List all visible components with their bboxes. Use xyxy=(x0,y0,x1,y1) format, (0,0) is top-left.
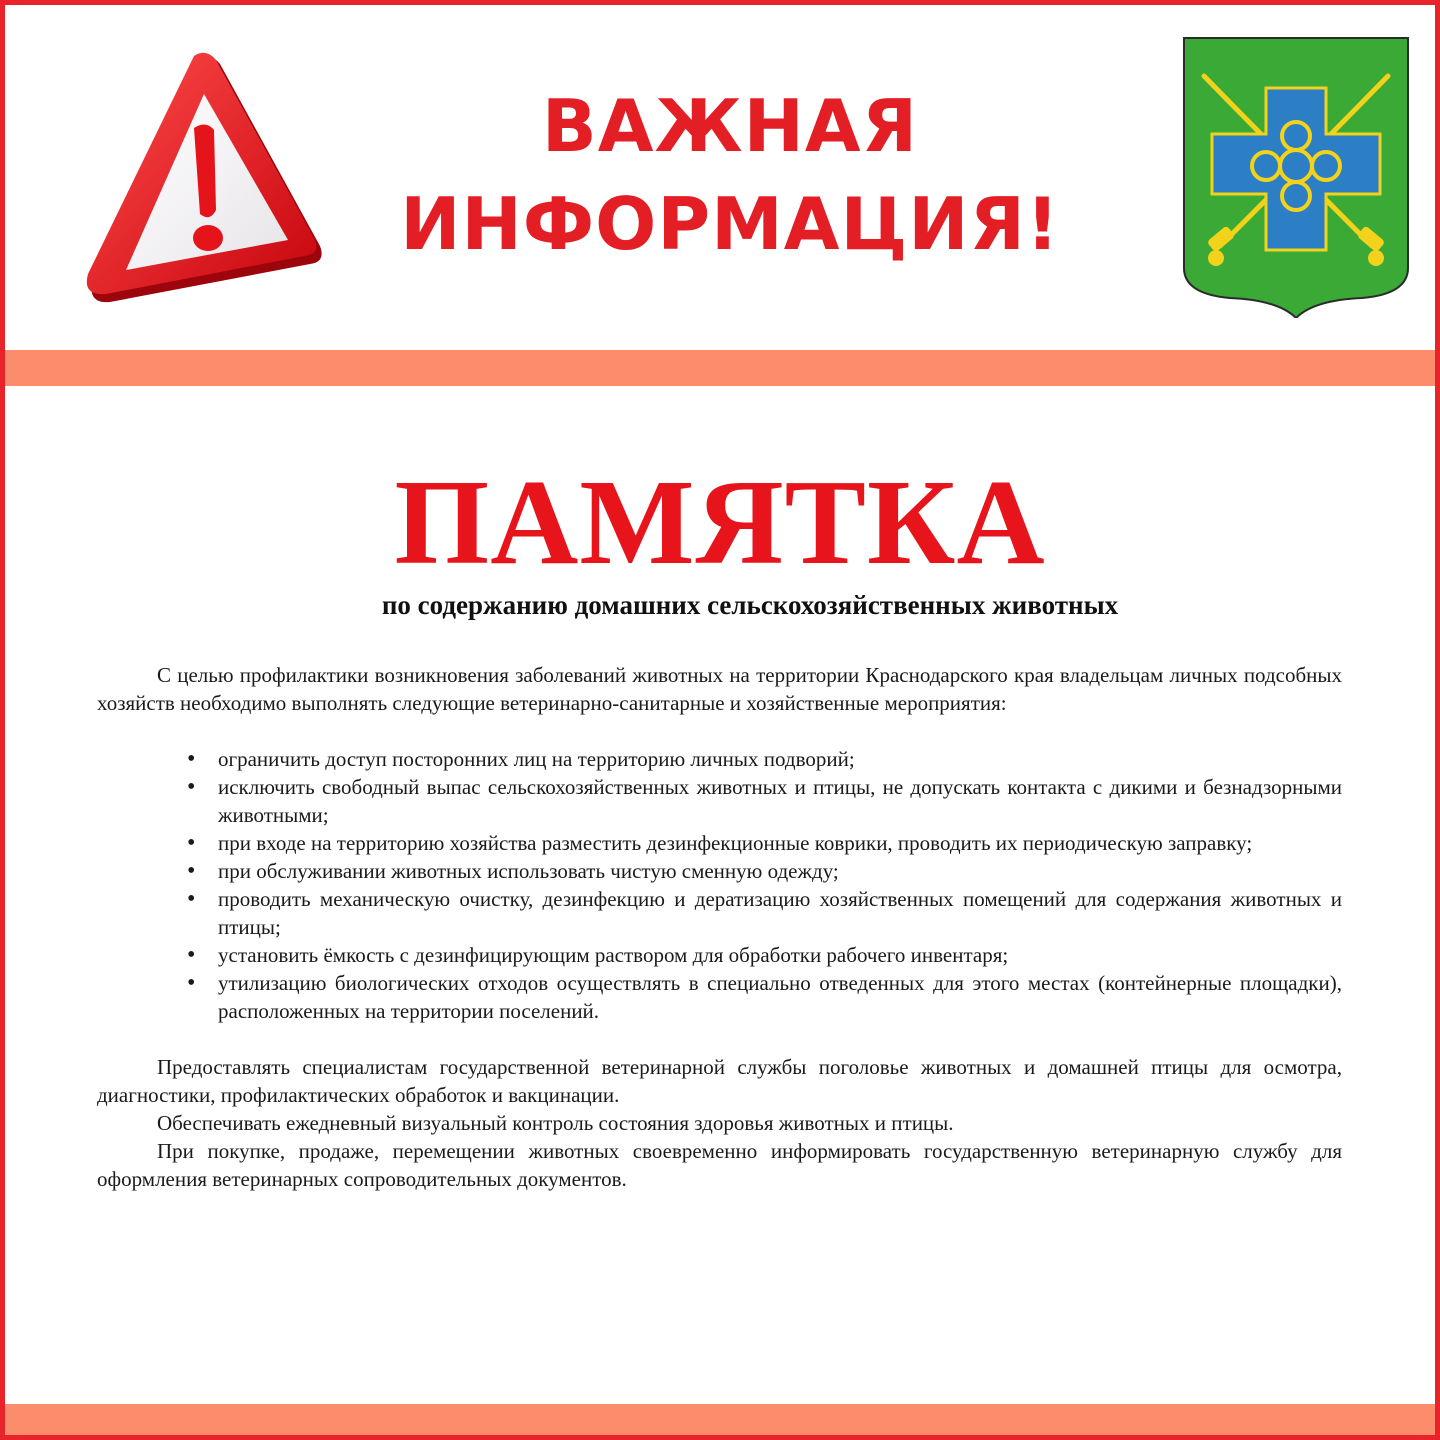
measures-list xyxy=(97,745,1342,1025)
document-body xyxy=(97,661,1342,1193)
list-item: • установить ёмкость с дезинфицирующим раствором для обработки рабочего инвентаря; xyxy=(97,941,1342,969)
list-item: • утилизацию биологических отходов осуществлять в специально отведенных для этого местах (контейнерные площадки), расположенных на территории поселений. xyxy=(97,969,1342,1025)
warning-triangle-icon xyxy=(82,50,327,310)
coat-of-arms-emblem xyxy=(1182,36,1410,318)
document-subtitle: по содержанию домашних сельскохозяйственных животных xyxy=(381,590,1119,620)
closing-paragraph: При покупке, продаже, перемещении животных своевременно информировать государственную ветеринарную службу для оформления ветеринарных сопроводительных документов. xyxy=(97,1139,1342,1191)
list-item: • при входе на территорию хозяйства разместить дезинфекционные коврики, проводить их периодическую заправку; xyxy=(97,829,1342,857)
closing-paragraph: Предоставлять специалистам государственной ветеринарной службы поголовье животных и домашней птицы для осмотра, диагностики, профилактических обработок и вакцинации. xyxy=(97,1055,1342,1107)
closing-paragraph: Обеспечивать ежедневный визуальный контроль состояния здоровья животных и птицы. xyxy=(157,1111,954,1135)
headline-line-2: ИНФОРМАЦИЯ! xyxy=(400,182,1060,266)
list-item: • исключить свободный выпас сельскохозяйственных животных и птицы, не допускать контакта с дикими и безнадзорными животными; xyxy=(97,773,1342,829)
top-divider-band xyxy=(5,350,1435,386)
bottom-divider-band xyxy=(5,1404,1435,1435)
list-item: • ограничить доступ посторонних лиц на территорию личных подворий; xyxy=(97,745,1342,773)
list-item: • при обслуживании животных использовать чистую сменную одежду; xyxy=(97,857,1342,885)
intro-paragraph: С целью профилактики возникновения заболеваний животных на территории Краснодарского края владельцам личных подсобных хозяйств необходимо выполнять следующие ветеринарно-санитарные и хозяйственные мероприятия: xyxy=(97,663,1342,715)
headline-line-1: ВАЖНАЯ xyxy=(541,84,919,168)
document-title: ПАМЯТКА xyxy=(394,455,1046,590)
list-item: • проводить механическую очистку, дезинфекцию и дератизацию хозяйственных помещений для содержания животных и птицы; xyxy=(97,885,1342,941)
